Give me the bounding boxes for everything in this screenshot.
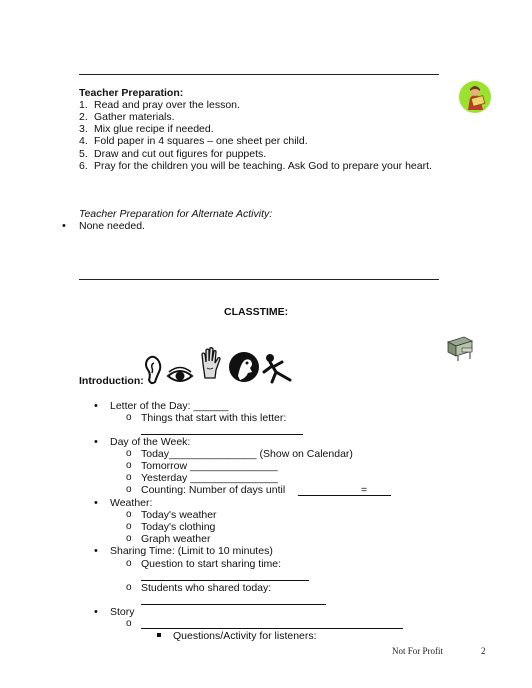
bullet-dot: • xyxy=(94,400,98,412)
sub-bullet-circle: o xyxy=(126,509,132,520)
top-rule xyxy=(79,74,439,75)
prep-step-num: 1. xyxy=(79,99,88,111)
weather-sub: Graph weather xyxy=(141,533,211,545)
teacher-reading-icon xyxy=(458,80,492,114)
hand-icon xyxy=(199,346,223,380)
weather: Weather: xyxy=(110,497,153,509)
letter-of-day: Letter of the Day: ______ xyxy=(110,400,229,412)
sub-bullet-circle: o xyxy=(126,460,132,471)
sub-bullet-circle: o xyxy=(126,558,132,569)
prep-step: Pray for the children you will be teaching. Ask God to prepare your heart. xyxy=(94,160,432,172)
blank-line xyxy=(141,628,403,629)
sharing-time: Sharing Time: (Limit to 10 minutes) xyxy=(110,545,273,557)
prep-step-num: 3. xyxy=(79,123,88,135)
middle-rule xyxy=(79,279,439,280)
sub-bullet-circle: o xyxy=(126,448,132,459)
prep-step: Gather materials. xyxy=(94,111,175,123)
alt-prep-heading: Teacher Preparation for Alternate Activity: xyxy=(79,208,273,220)
listeners-activity: Questions/Activity for listeners: xyxy=(173,630,317,642)
head-smell-icon xyxy=(228,350,260,384)
school-desk-icon xyxy=(444,334,476,362)
counting-line: Counting: Number of days until xyxy=(141,484,286,496)
today-line: Today_______________ (Show on Calendar) xyxy=(141,448,353,460)
prep-step: Read and pray over the lesson. xyxy=(94,99,240,111)
blank-line xyxy=(298,495,391,496)
yesterday-line: Yesterday _______________ xyxy=(141,472,278,484)
figure-stretching-icon xyxy=(262,352,294,384)
ear-icon xyxy=(143,354,163,386)
blank-line xyxy=(141,434,303,435)
story: Story xyxy=(110,606,135,618)
day-of-week: Day of the Week: xyxy=(110,436,191,448)
square-bullet xyxy=(157,633,161,637)
counting-equals: = xyxy=(361,484,368,496)
bullet-dot: • xyxy=(94,436,98,448)
classtime-heading: CLASSTIME: xyxy=(224,306,289,318)
weather-sub: Today's weather xyxy=(141,509,217,521)
sub-bullet-circle: o xyxy=(126,533,132,544)
page-number: 2 xyxy=(481,646,486,656)
sub-bullet-circle: o xyxy=(126,472,132,483)
prep-step: Mix glue recipe if needed. xyxy=(94,123,214,135)
sub-bullet-circle: o xyxy=(126,521,132,532)
bullet-dot: • xyxy=(62,220,66,232)
sub-bullet-circle: o xyxy=(126,484,132,495)
blank-line xyxy=(141,604,326,605)
sharing-question: Question to start sharing time: xyxy=(141,558,282,570)
prep-step: Fold paper in 4 squares – one sheet per child. xyxy=(94,135,308,147)
bullet-dot: • xyxy=(94,497,98,509)
tomorrow-line: Tomorrow _______________ xyxy=(141,460,278,472)
footer-note: Not For Profit xyxy=(392,646,444,656)
weather-sub: Today's clothing xyxy=(141,521,216,533)
sub-bullet-circle: o xyxy=(126,582,132,593)
prep-step-num: 5. xyxy=(79,148,88,160)
prep-step-num: 6. xyxy=(79,160,88,172)
alt-prep-item: None needed. xyxy=(79,220,145,232)
prep-step-num: 4. xyxy=(79,135,88,147)
bullet-dot: • xyxy=(94,606,98,618)
prep-step-num: 2. xyxy=(79,111,88,123)
blank-line xyxy=(141,580,309,581)
introduction-label: Introduction: xyxy=(79,375,144,387)
sub-bullet-circle: o xyxy=(126,618,132,629)
students-shared: Students who shared today: xyxy=(141,582,272,594)
prep-step: Draw and cut out figures for puppets. xyxy=(94,148,267,160)
letter-things: Things that start with this letter: xyxy=(141,412,287,424)
sub-bullet-circle: o xyxy=(126,412,132,423)
bullet-dot: • xyxy=(94,545,98,557)
eye-icon xyxy=(166,366,194,386)
prep-heading: Teacher Preparation: xyxy=(79,87,184,99)
